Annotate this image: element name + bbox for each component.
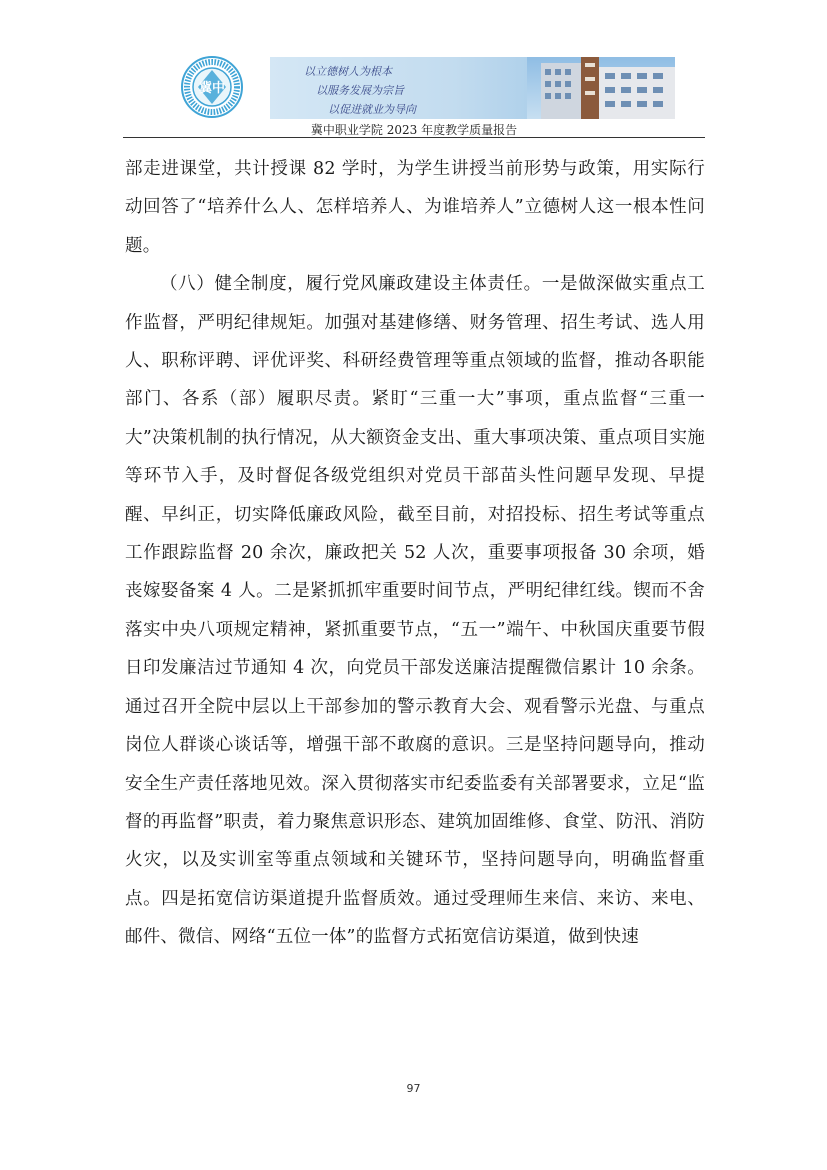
body-paragraph: （八）健全制度，履行党风廉政建设主体责任。一是做深做实重点工作监督，严明纪律规矩。加强对基建修缮、财务管理、招生考试、选人用人、职称评聘、评优评奖、科研经费管理等重点领域的监督，推动各职能部门、各系（部）履职尽责。紧盯“三重一大”事项，重点监督“三重一大”决策机制的执行情况，从大额资金支出、重大事项决策、重点项目实施等环节入手，及时督促各级党组织对党员干部苗头性问题早发现、早提醒、早纠正，切实降低廉政风险，截至目前，对招投标、招生考试等重点工作跟踪监督 20 余次，廉政把关 52 人次，重要事项报备 30 余项，婚丧嫁娶备案 4 人。二是紧抓抓牢重要时间节点，严明纪律红线。锲而不舍落实中央八项规定精神，紧抓重要节点，“五一”端午、中秋国庆重要节假日印发廉洁过节通知 4 次，向党员干部发送廉洁提醒微信累计 10 余条。通过召开全院中层以上干部参加的警示教育大会、观看警示光盘、与重点岗位人群谈心谈话等，增强干部不敢腐的意识。三是坚持问题导向，推动安全生产责任落地见效。深入贯彻落实市纪委监委有关部署要求，立足“监督的再监督”职责，着力聚焦意识形态、建筑加固维修、食堂、防汛、消防火灾，以及实训室等重点领域和关键环节，坚持问题导向，明确监督重点。四是拓宽信访渠道提升监督质效。通过受理师生来信、来访、来电、邮件、微信、网络“五位一体”的监督方式拓宽信访渠道，做到快速: [125, 274, 705, 948]
banner-motto-3: 以促进就业为导向: [328, 103, 416, 116]
banner-motto-2: 以服务发展为宗旨: [316, 84, 404, 97]
page-body: [125, 150, 705, 957]
campus-building-photo: [527, 57, 675, 119]
school-seal-logo: [181, 56, 243, 118]
page-header: [123, 52, 705, 138]
header-banner: [270, 57, 675, 119]
header-divider: [123, 137, 705, 138]
logo-text: 冀中: [198, 81, 226, 96]
body-paragraph: 部走进课堂，共计授课 82 学时，为学生讲授当前形势与政策，用实际行动回答了“培养什么人、怎样培养人、为谁培养人”立德树人这一根本性问题。: [125, 159, 705, 256]
banner-motto-1: 以立德树人为根本: [304, 65, 392, 78]
page-number: 97: [406, 1082, 421, 1095]
report-header-title: 冀中职业学院 2023 年度教学质量报告: [310, 123, 518, 137]
